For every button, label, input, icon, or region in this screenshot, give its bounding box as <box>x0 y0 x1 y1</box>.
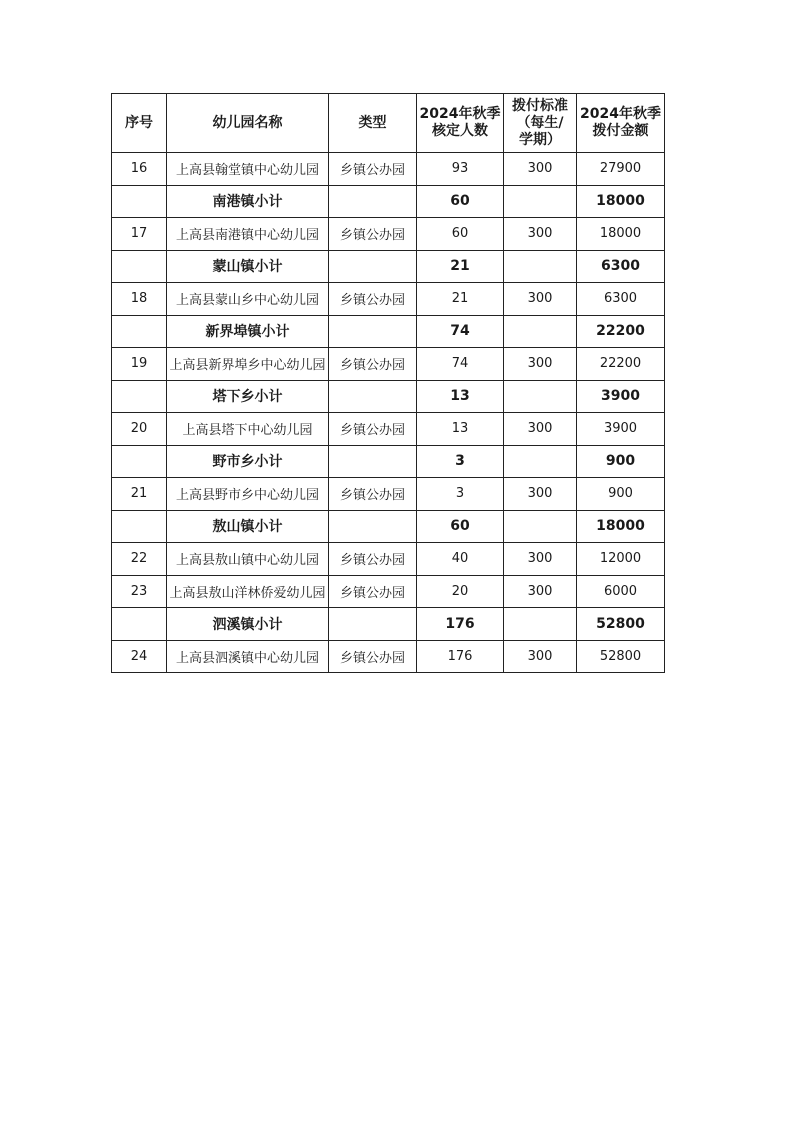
cell-amount: 6300 <box>577 283 665 316</box>
cell-standard: 300 <box>504 413 577 446</box>
cell-no <box>112 315 167 348</box>
cell-standard: 300 <box>504 153 577 186</box>
cell-name: 上高县泗溪镇中心幼儿园 <box>167 640 329 673</box>
funding-table <box>111 93 665 673</box>
cell-count: 60 <box>417 218 504 251</box>
cell-count: 20 <box>417 575 504 608</box>
cell-amount: 3900 <box>577 413 665 446</box>
cell-name: 塔下乡小计 <box>167 380 329 413</box>
cell-name: 新界埠镇小计 <box>167 315 329 348</box>
table-row <box>112 640 665 673</box>
cell-type: 乡镇公办园 <box>329 218 417 251</box>
cell-count: 176 <box>417 608 504 641</box>
cell-no: 21 <box>112 478 167 511</box>
cell-no <box>112 445 167 478</box>
table-row <box>112 218 665 251</box>
subtotal-row <box>112 510 665 543</box>
cell-type <box>329 185 417 218</box>
cell-amount: 6300 <box>577 250 665 283</box>
table-row <box>112 153 665 186</box>
cell-standard: 300 <box>504 640 577 673</box>
cell-type: 乡镇公办园 <box>329 543 417 576</box>
cell-name: 上高县翰堂镇中心幼儿园 <box>167 153 329 186</box>
cell-name: 上高县新界埠乡中心幼儿园 <box>167 348 329 381</box>
header-no: 序号 <box>112 94 167 153</box>
cell-amount: 52800 <box>577 608 665 641</box>
cell-amount: 900 <box>577 478 665 511</box>
cell-name: 野市乡小计 <box>167 445 329 478</box>
cell-no: 18 <box>112 283 167 316</box>
cell-type <box>329 380 417 413</box>
cell-no: 19 <box>112 348 167 381</box>
header-amount: 2024年秋季 拨付金额 <box>577 94 665 153</box>
subtotal-row <box>112 445 665 478</box>
cell-type <box>329 250 417 283</box>
cell-amount: 27900 <box>577 153 665 186</box>
cell-no <box>112 380 167 413</box>
cell-name: 南港镇小计 <box>167 185 329 218</box>
cell-type: 乡镇公办园 <box>329 478 417 511</box>
cell-standard <box>504 380 577 413</box>
subtotal-row <box>112 380 665 413</box>
cell-type <box>329 445 417 478</box>
cell-name: 蒙山镇小计 <box>167 250 329 283</box>
table-row <box>112 543 665 576</box>
table-row <box>112 478 665 511</box>
cell-amount: 3900 <box>577 380 665 413</box>
cell-name: 上高县塔下中心幼儿园 <box>167 413 329 446</box>
header-type: 类型 <box>329 94 417 153</box>
cell-count: 93 <box>417 153 504 186</box>
header-count: 2024年秋季 核定人数 <box>417 94 504 153</box>
cell-count: 3 <box>417 478 504 511</box>
cell-count: 176 <box>417 640 504 673</box>
header-standard: 拨付标准 （每生/ 学期） <box>504 94 577 153</box>
subtotal-row <box>112 315 665 348</box>
cell-standard: 300 <box>504 478 577 511</box>
cell-count: 40 <box>417 543 504 576</box>
cell-no: 17 <box>112 218 167 251</box>
cell-standard <box>504 445 577 478</box>
cell-name: 上高县南港镇中心幼儿园 <box>167 218 329 251</box>
cell-standard: 300 <box>504 348 577 381</box>
cell-amount: 6000 <box>577 575 665 608</box>
cell-type: 乡镇公办园 <box>329 348 417 381</box>
cell-amount: 12000 <box>577 543 665 576</box>
subtotal-row <box>112 608 665 641</box>
subtotal-row <box>112 250 665 283</box>
cell-standard: 300 <box>504 543 577 576</box>
cell-no <box>112 608 167 641</box>
cell-count: 21 <box>417 283 504 316</box>
cell-amount: 22200 <box>577 348 665 381</box>
cell-no: 20 <box>112 413 167 446</box>
cell-no: 24 <box>112 640 167 673</box>
cell-type <box>329 510 417 543</box>
cell-name: 上高县敖山镇中心幼儿园 <box>167 543 329 576</box>
cell-standard: 300 <box>504 575 577 608</box>
cell-count: 21 <box>417 250 504 283</box>
cell-name: 上高县蒙山乡中心幼儿园 <box>167 283 329 316</box>
cell-type: 乡镇公办园 <box>329 640 417 673</box>
header-name: 幼儿园名称 <box>167 94 329 153</box>
table-row <box>112 413 665 446</box>
cell-standard <box>504 608 577 641</box>
cell-no: 16 <box>112 153 167 186</box>
cell-amount: 52800 <box>577 640 665 673</box>
cell-type <box>329 608 417 641</box>
cell-count: 60 <box>417 510 504 543</box>
cell-no <box>112 250 167 283</box>
cell-type <box>329 315 417 348</box>
cell-no <box>112 510 167 543</box>
cell-type: 乡镇公办园 <box>329 575 417 608</box>
cell-standard <box>504 315 577 348</box>
table-row <box>112 283 665 316</box>
table-row <box>112 348 665 381</box>
cell-type: 乡镇公办园 <box>329 413 417 446</box>
cell-standard <box>504 185 577 218</box>
cell-name: 泗溪镇小计 <box>167 608 329 641</box>
cell-amount: 18000 <box>577 185 665 218</box>
cell-type: 乡镇公办园 <box>329 153 417 186</box>
cell-type: 乡镇公办园 <box>329 283 417 316</box>
cell-amount: 22200 <box>577 315 665 348</box>
cell-name: 上高县敖山洋林侨爱幼儿园 <box>167 575 329 608</box>
cell-count: 74 <box>417 348 504 381</box>
cell-no: 23 <box>112 575 167 608</box>
cell-standard <box>504 250 577 283</box>
cell-standard: 300 <box>504 218 577 251</box>
cell-name: 敖山镇小计 <box>167 510 329 543</box>
cell-amount: 18000 <box>577 510 665 543</box>
cell-no: 22 <box>112 543 167 576</box>
cell-standard: 300 <box>504 283 577 316</box>
cell-count: 60 <box>417 185 504 218</box>
table-row <box>112 575 665 608</box>
cell-count: 3 <box>417 445 504 478</box>
cell-count: 74 <box>417 315 504 348</box>
subtotal-row <box>112 185 665 218</box>
cell-count: 13 <box>417 413 504 446</box>
cell-count: 13 <box>417 380 504 413</box>
cell-amount: 18000 <box>577 218 665 251</box>
cell-name: 上高县野市乡中心幼儿园 <box>167 478 329 511</box>
cell-no <box>112 185 167 218</box>
cell-standard <box>504 510 577 543</box>
cell-amount: 900 <box>577 445 665 478</box>
table-body <box>112 153 665 673</box>
table-header-row <box>112 94 665 153</box>
